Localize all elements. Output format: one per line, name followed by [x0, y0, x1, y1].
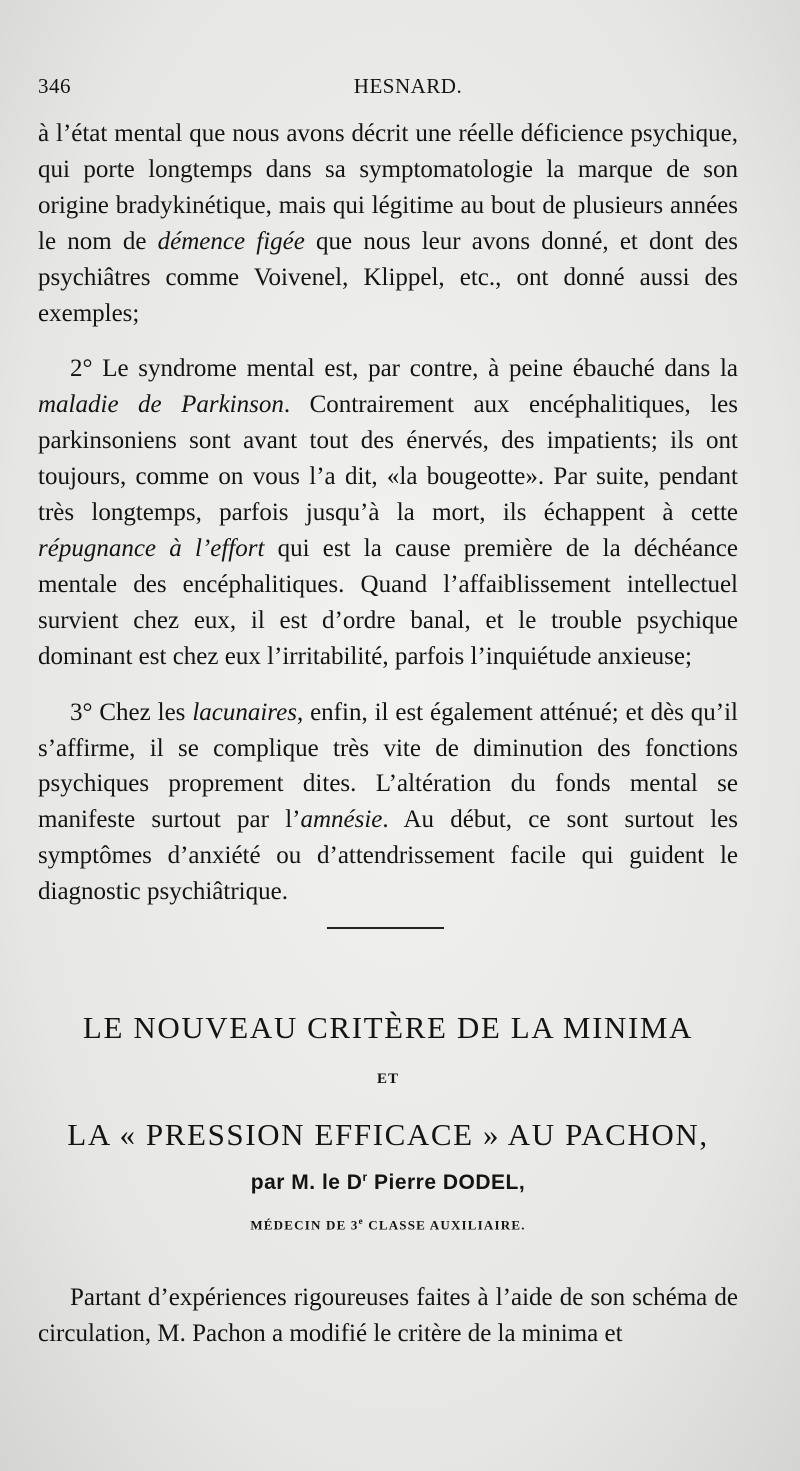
section-divider — [327, 927, 444, 929]
article-opening-text — [38, 1280, 738, 1352]
paragraph-1: à l’état mental que nous avons décrit une réelle déficience psychique, qui porte longtemps dans sa symptomatologie la marque de son origine bradykinétique, mais qui légitime au bout de plusieurs années le nom de démence figée que nous leur avons donné, et dont des psychiâtres comme Voivenel, Klippel, etc., ont donné aussi des exemples; — [38, 120, 738, 327]
paragraph-3: 3° Chez les lacunaires, enfin, il est également atténué; et dès qu’il s’affirme, il se complique très vite de diminution des fonctions psychiques proprement dites. L’altération du fonds mental se manifeste surtout par l’amnésie. Au début, ce sont surtout les symptômes d’anxiété ou d’attendrissement facile qui guident le diagnostic psychiâtrique. — [38, 698, 739, 906]
running-head: HESNARD. — [353, 74, 463, 98]
body-text — [38, 116, 738, 910]
author-affiliation: MÉDECIN DE 3e CLASSE AUXILIAIRE. — [250, 1216, 526, 1233]
page-number: 346 — [38, 74, 71, 98]
paragraph-2: 2° Le syndrome mental est, par contre, à peine ébauché dans la maladie de Parkinson. Contrairement aux encéphalitiques, les parkinsoniens sont avant tout des énervés, des impatients; ils ont toujours, comme on vous l’a dit, «la bougeotte». Par suite, pendant très longtemps, parfois jusqu’à la mort, ils échappent à cette répugnance à l’effort qui est la cause première de la déchéance mentale des encéphalitiques. Quand l’affaiblissement intellectuel survient chez eux, il est d’ordre banal, et le trouble psychique dominant est chez eux l’irritabilité, parfois l’inquiétude anxieuse; — [38, 355, 739, 670]
page-header — [38, 74, 738, 104]
article-title-conjunction: ET — [376, 1071, 399, 1087]
article-title-line-1: LE NOUVEAU CRITÈRE DE LA MINIMA — [82, 1010, 694, 1045]
article-title-line-2: LA « PRESSION EFFICACE » AU PACHON, — [67, 1117, 709, 1152]
article-opening-paragraph: Partant d’expériences rigoureuses faites à l’aide de son schéma de circulation, M. Pachon a modifié le critère de la minima et — [38, 1284, 738, 1347]
author-byline: par M. le $D^r$ Pierre DODEL, — [250, 1170, 526, 1194]
